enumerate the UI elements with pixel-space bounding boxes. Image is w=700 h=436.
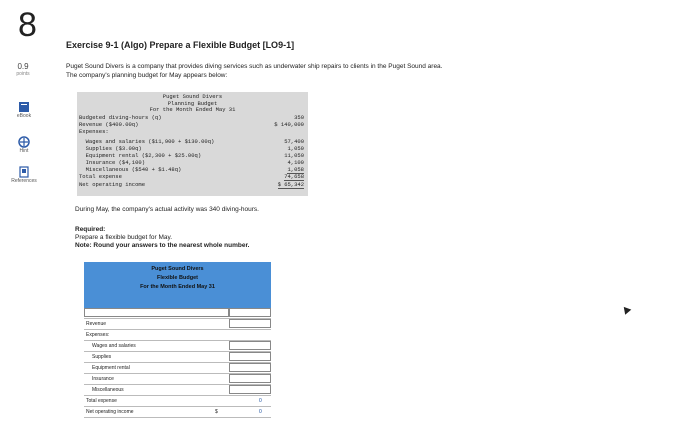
intro-line-1: Puget Sound Divers is a company that provides diving services such as underwater ship repairs to clients in the Puget Sound area. <box>66 63 443 70</box>
intro-line-2: The company's planning budget for May appears below: <box>66 72 228 79</box>
flex-row-revenue: Revenue <box>84 319 271 330</box>
hint-button[interactable] <box>10 135 38 154</box>
flex-row-net-income: Net operating income $ 0 <box>84 407 271 418</box>
flexible-period: For the Month Ended May 31 <box>140 284 215 290</box>
planning-row: Equipment rental ($2,300 + $25.00q) 11,050 <box>79 152 304 159</box>
required-heading: Required: <box>75 226 106 233</box>
required-section <box>75 226 249 250</box>
planning-company: Puget Sound Divers <box>162 93 223 100</box>
planning-row: Supplies ($3.00q) 1,050 <box>79 145 304 152</box>
ebook-label: eBook <box>16 113 32 119</box>
revenue-input[interactable] <box>229 319 271 328</box>
flex-row-insurance: Insurance <box>84 374 271 385</box>
ebook-button[interactable] <box>10 100 38 119</box>
wages-input[interactable] <box>229 341 271 350</box>
book-icon <box>17 100 31 112</box>
flex-row-supplies: Supplies <box>84 352 271 363</box>
activity-value-input[interactable] <box>229 308 271 317</box>
required-note: Note: Round your answers to the nearest whole number. <box>75 242 250 249</box>
activity-label-input[interactable] <box>84 308 229 317</box>
equipment-rental-input[interactable] <box>229 363 271 372</box>
net-operating-income-value: 0 <box>259 409 262 415</box>
flex-row-activity <box>84 308 271 319</box>
hint-icon <box>17 135 31 147</box>
actual-activity-text: During May, the company's actual activity was 340 diving-hours. <box>75 206 259 213</box>
total-expense-value: 0 <box>259 398 262 404</box>
exercise-title: Exercise 9-1 (Algo) Prepare a Flexible Budget [LO9-1] <box>66 40 295 50</box>
planning-budget-table <box>77 92 308 196</box>
references-icon <box>17 165 31 177</box>
flexible-budget-header <box>84 262 271 308</box>
insurance-input[interactable] <box>229 374 271 383</box>
flex-row-expenses: Expenses: <box>84 330 271 341</box>
dollar-sign: $ <box>215 409 218 415</box>
flex-row-equipment: Equipment rental <box>84 363 271 374</box>
planning-name: Planning Budget <box>167 99 218 107</box>
planning-row: Revenue ($400.00q) $ 140,000 <box>79 121 304 128</box>
flex-row-misc: Miscellaneous <box>84 385 271 396</box>
planning-row: Total expense 74,658 <box>79 173 304 180</box>
mouse-cursor-icon <box>621 304 632 315</box>
points-display <box>8 62 38 77</box>
required-instruction: Prepare a flexible budget for May. <box>75 234 173 241</box>
references-button[interactable] <box>10 165 38 184</box>
planning-period: For the Month Ended May 31 <box>149 106 236 113</box>
flexible-company: Puget Sound Divers <box>151 266 204 272</box>
planning-row: Insurance ($4,100) 4,100 <box>79 159 304 166</box>
points-label: points <box>16 71 30 77</box>
flexible-name: Flexible Budget <box>157 275 198 281</box>
planning-row: Expenses: <box>79 128 109 135</box>
planning-row: Wages and salaries ($11,900 + $130.00q) 57,400 <box>79 138 304 145</box>
flex-row-wages: Wages and salaries <box>84 341 271 352</box>
supplies-input[interactable] <box>229 352 271 361</box>
flexible-budget-table <box>84 262 271 418</box>
flex-row-total-expense: Total expense 0 <box>84 396 271 407</box>
points-value: 0.9 <box>17 62 29 71</box>
intro-text <box>66 62 666 80</box>
planning-row: Net operating income $ 65,342 <box>79 181 304 188</box>
question-number: 8 <box>18 6 37 44</box>
miscellaneous-input[interactable] <box>229 385 271 394</box>
references-label: References <box>11 178 37 184</box>
hint-label: Hint <box>19 148 29 154</box>
planning-row: Budgeted diving-hours (q) 350 <box>79 114 304 121</box>
planning-row: Miscellaneous ($540 + $1.48q) 1,058 <box>79 166 304 173</box>
